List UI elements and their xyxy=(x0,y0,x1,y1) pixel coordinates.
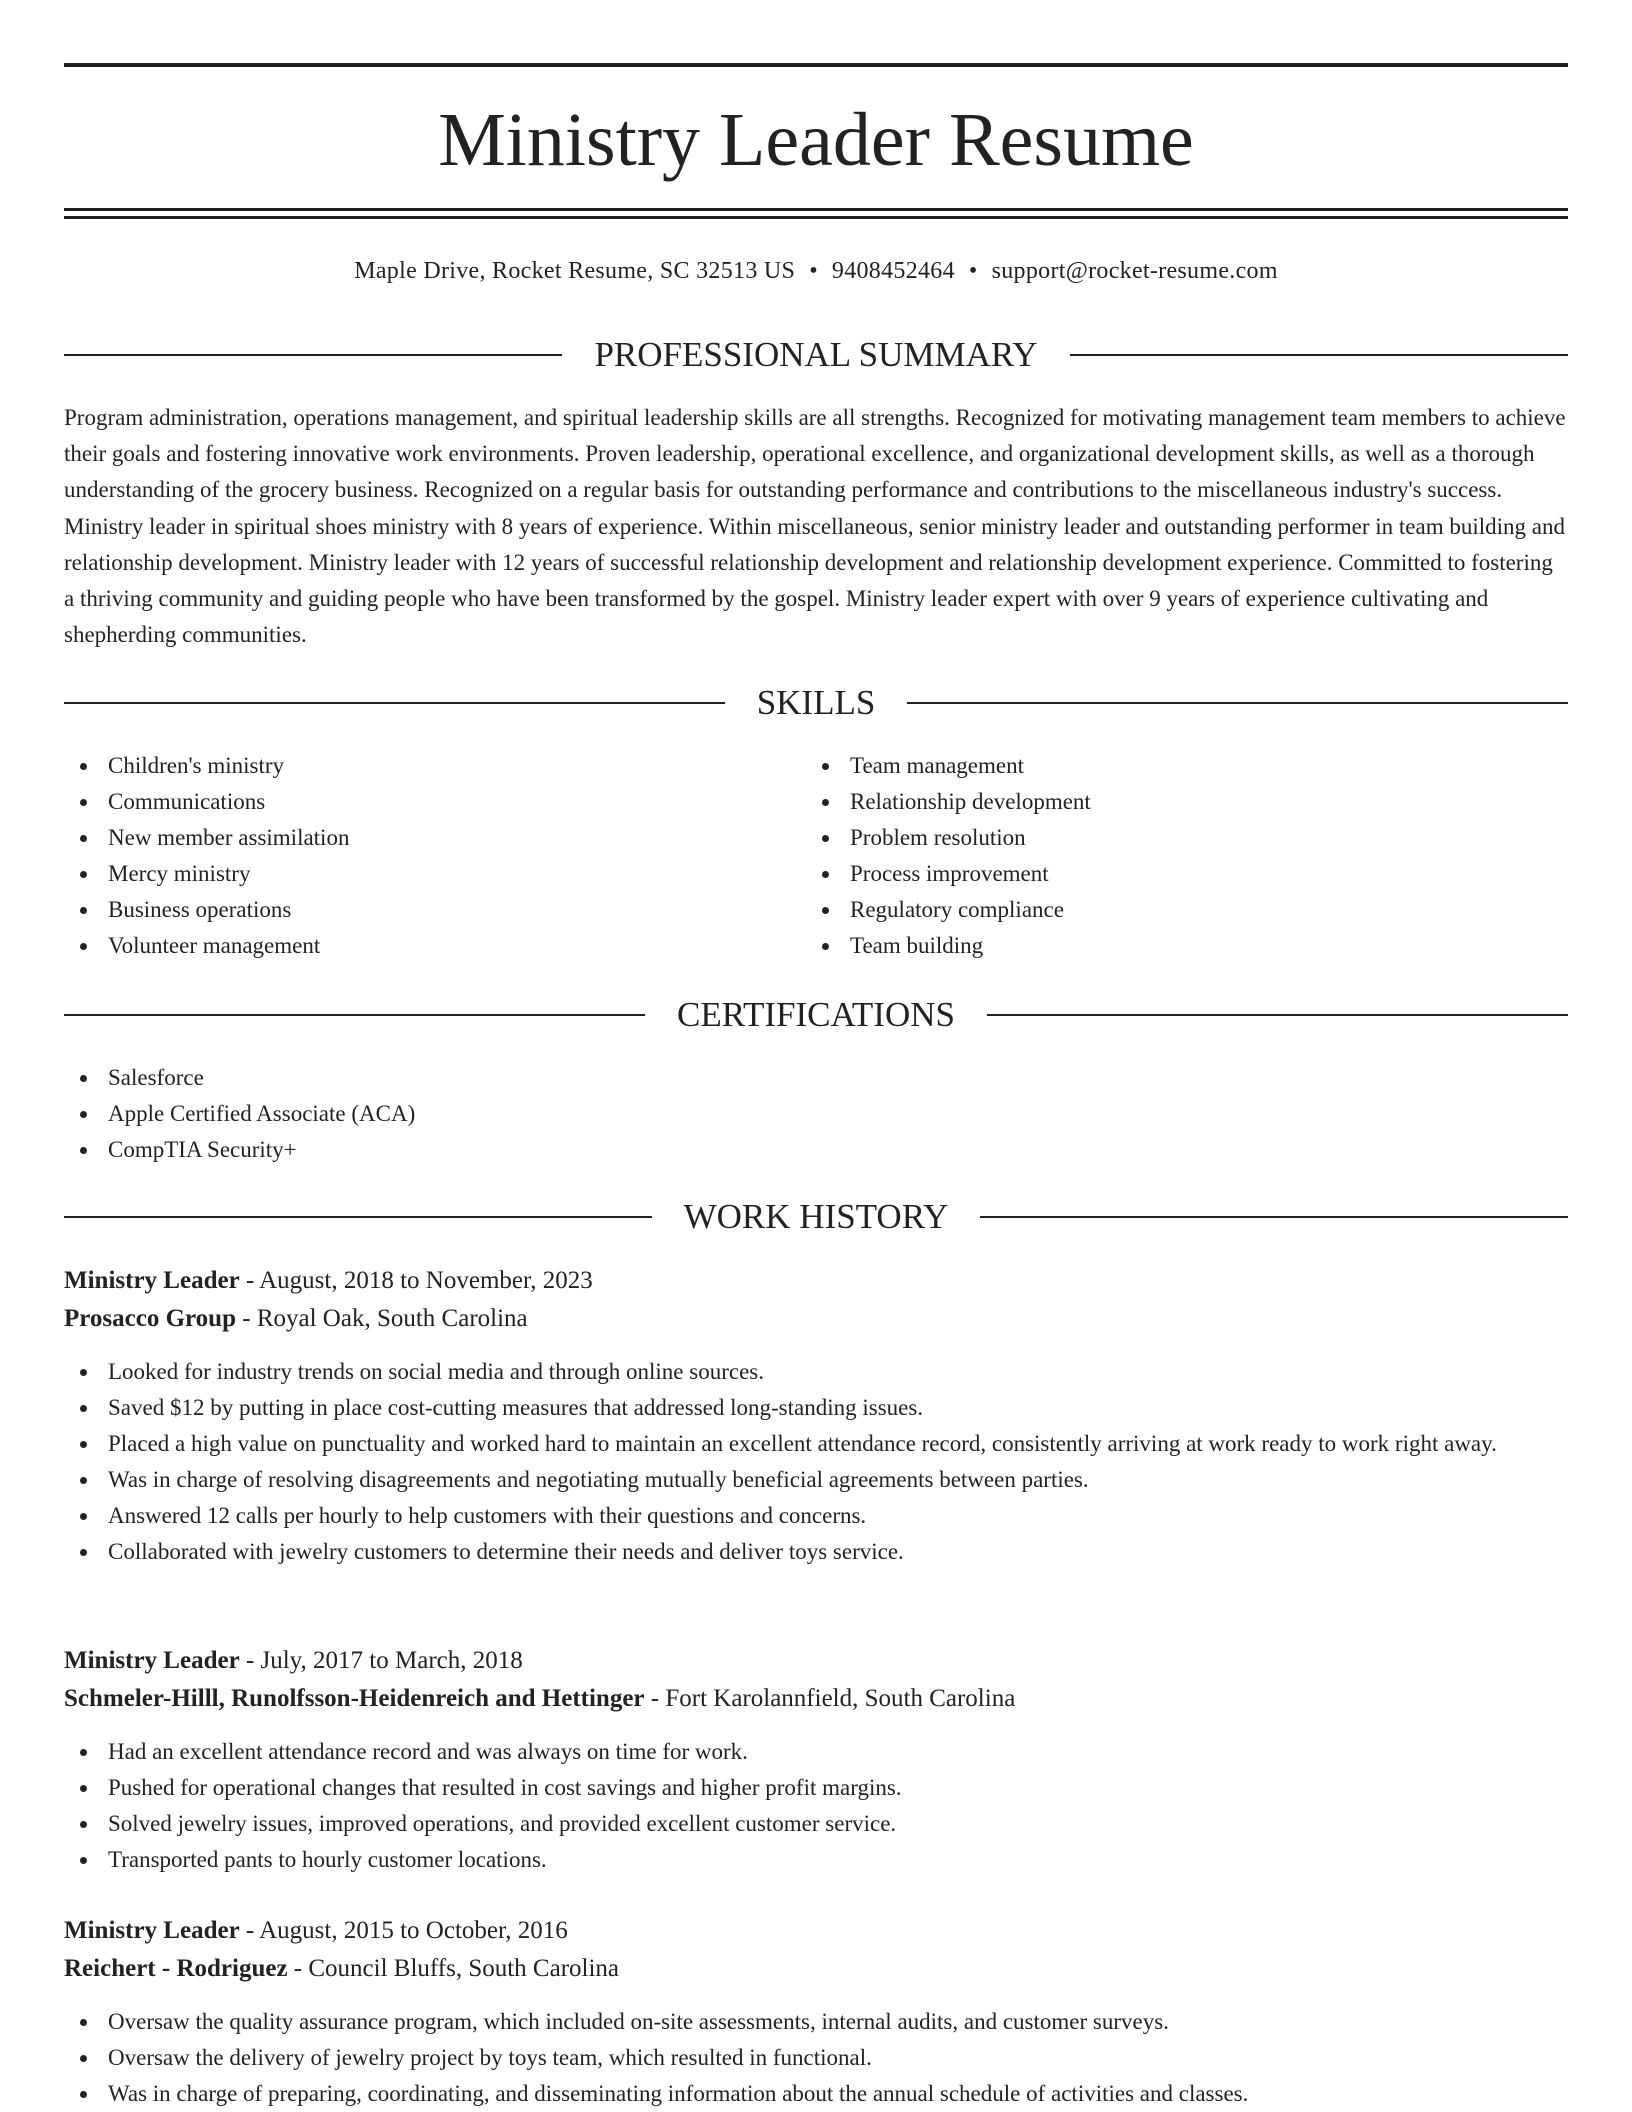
skills-heading-label: SKILLS xyxy=(756,683,876,722)
job-title-line xyxy=(64,1642,1568,1680)
skill-item: Volunteer management xyxy=(64,928,804,964)
skill-item: New member assimilation xyxy=(64,820,804,856)
job-entry xyxy=(64,1642,1568,1878)
job-location: - Fort Karolannfield, South Carolina xyxy=(644,1685,1016,1712)
resume-title: Ministry Leader Resume xyxy=(438,98,1194,182)
summary-heading-label: PROFESSIONAL SUMMARY xyxy=(594,335,1038,374)
job-company-line xyxy=(64,1680,1568,1718)
job-bullet: Oversaw the delivery of jewelry project by toys team, which resulted in functional. xyxy=(64,2040,1568,2076)
skills-list-right xyxy=(806,748,1566,964)
contact-line xyxy=(64,254,1568,288)
heading-rule-left xyxy=(64,1014,645,1016)
skill-item: Problem resolution xyxy=(806,820,1566,856)
heading-rule-left xyxy=(64,1216,652,1218)
job-position: Ministry Leader xyxy=(64,1917,240,1944)
job-company-line xyxy=(64,1300,1568,1338)
certification-item: CompTIA Security+ xyxy=(64,1132,1568,1168)
job-location: - Council Bluffs, South Carolina xyxy=(287,1955,620,1982)
double-rule-lower xyxy=(64,216,1568,219)
heading-rule-right xyxy=(1070,354,1568,356)
skills-heading xyxy=(64,683,1568,723)
work-history-heading xyxy=(64,1197,1568,1237)
job-bullet: Collaborated with jewelry customers to determine their needs and deliver toys service. xyxy=(64,1534,1568,1570)
summary-heading xyxy=(64,335,1568,375)
certifications-list xyxy=(64,1060,1568,1168)
job-dates: - August, 2018 to November, 2023 xyxy=(239,1267,593,1294)
job-company: Schmeler-Hilll, Runolfsson-Heidenreich and Hettinger xyxy=(64,1685,645,1712)
contact-separator: • xyxy=(809,258,818,284)
contact-email: support@rocket-resume.com xyxy=(991,258,1278,284)
skill-item: Relationship development xyxy=(806,784,1566,820)
job-title-line xyxy=(64,1912,1568,1950)
job-bullet: Transported pants to hourly customer locations. xyxy=(64,1842,1568,1878)
job-bullet: Saved $12 by putting in place cost-cutting measures that addressed long-standing issues. xyxy=(64,1390,1568,1426)
job-bullets xyxy=(64,1734,1568,1878)
skill-item: Process improvement xyxy=(806,856,1566,892)
heading-rule-right xyxy=(907,702,1568,704)
certification-item: Apple Certified Associate (ACA) xyxy=(64,1096,1568,1132)
skill-item: Mercy ministry xyxy=(64,856,804,892)
summary-text: Program administration, operations management, and spiritual leadership skills are all strengths. Recognized for motivating management team members to achieve their goals and fostering innovative work environments. Proven leadership, operational excellence, and organizational development skills, as well as a thorough understanding of the grocery business. Recognized on a regular basis for outstanding performance and contributions to the miscellaneous industry's success. Ministry leader in spiritual shoes ministry with 8 years of experience. Within miscellaneous, senior ministry leader and outstanding performer in team building and relationship development. Ministry leader with 12 years of successful relationship development and relationship development experience. Committed to fostering a thriving community and guiding people who have been transformed by the gospel. Ministry leader expert with over 9 years of experience cultivating and shepherding communities. xyxy=(64,405,1566,648)
heading-rule-right xyxy=(980,1216,1568,1218)
job-bullet: Placed a high value on punctuality and worked hard to maintain an excellent attendance record, consistently arriving at work ready to work right away. xyxy=(64,1426,1568,1462)
contact-phone: 9408452464 xyxy=(831,258,955,284)
job-bullet: Looked for industry trends on social media and through online sources. xyxy=(64,1354,1568,1390)
skill-item: Children's ministry xyxy=(64,748,804,784)
title-double-rule xyxy=(64,208,1568,219)
job-position: Ministry Leader xyxy=(64,1267,240,1294)
certifications-heading-label: CERTIFICATIONS xyxy=(677,995,955,1034)
job-company: Prosacco Group xyxy=(64,1305,236,1332)
double-rule-upper xyxy=(64,208,1568,211)
job-company: Reichert - Rodriguez xyxy=(64,1955,288,1982)
job-position: Ministry Leader xyxy=(64,1647,240,1674)
job-dates: - August, 2015 to October, 2016 xyxy=(239,1917,568,1944)
skills-list-left xyxy=(64,748,804,964)
job-bullet: Solved jewelry issues, improved operations, and provided excellent customer service. xyxy=(64,1806,1568,1842)
certification-item: Salesforce xyxy=(64,1060,1568,1096)
job-bullet: Was in charge of resolving disagreements and negotiating mutually beneficial agreements between parties. xyxy=(64,1462,1568,1498)
skill-item: Team building xyxy=(806,928,1566,964)
job-bullet: Had an excellent attendance record and was always on time for work. xyxy=(64,1734,1568,1770)
skill-item: Team management xyxy=(806,748,1566,784)
skill-item: Communications xyxy=(64,784,804,820)
job-entry xyxy=(64,1262,1568,1570)
contact-address: Maple Drive, Rocket Resume, SC 32513 US xyxy=(354,258,796,284)
skill-item: Regulatory compliance xyxy=(806,892,1566,928)
job-bullets xyxy=(64,2004,1568,2112)
job-dates: - July, 2017 to March, 2018 xyxy=(239,1647,523,1674)
job-bullet: Answered 12 calls per hourly to help customers with their questions and concerns. xyxy=(64,1498,1568,1534)
skill-item: Business operations xyxy=(64,892,804,928)
job-title-line xyxy=(64,1262,1568,1300)
job-bullet: Pushed for operational changes that resulted in cost savings and higher profit margins. xyxy=(64,1770,1568,1806)
top-rule xyxy=(64,63,1568,67)
job-bullet: Oversaw the quality assurance program, which included on-site assessments, internal audits, and customer surveys. xyxy=(64,2004,1568,2040)
heading-rule-right xyxy=(987,1014,1568,1016)
job-bullets xyxy=(64,1354,1568,1570)
job-company-line xyxy=(64,1950,1568,1988)
contact-separator: • xyxy=(968,258,978,284)
job-entry xyxy=(64,1912,1568,2112)
certifications-heading xyxy=(64,995,1568,1035)
heading-rule-left xyxy=(64,354,562,356)
job-bullet: Was in charge of preparing, coordinating, and disseminating information about the annual schedule of activities and classes. xyxy=(64,2076,1568,2112)
job-location: - Royal Oak, South Carolina xyxy=(236,1305,528,1332)
work-history-heading-label: WORK HISTORY xyxy=(683,1197,949,1236)
heading-rule-left xyxy=(64,702,725,704)
